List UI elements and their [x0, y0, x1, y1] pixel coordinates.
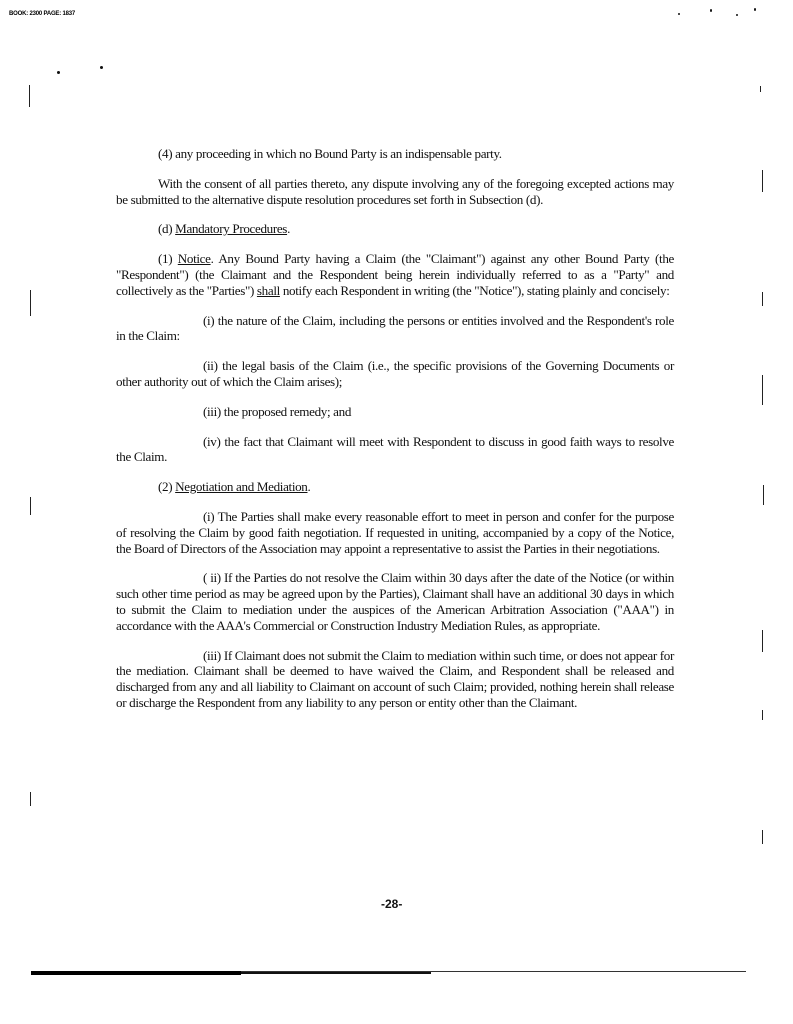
margin-mark	[762, 830, 763, 844]
document-body	[116, 146, 674, 711]
margin-mark	[30, 290, 31, 316]
notice-item-iv: (iv) the fact that Claimant will meet with Respondent to discuss in good faith ways to resolve the Claim.	[116, 433, 674, 465]
consent-paragraph: With the consent of all parties thereto, any dispute involving any of the foregoing excepted actions may be submitted to the alternative dispute resolution procedures set forth in Subsection (d).	[116, 175, 674, 207]
margin-mark	[762, 710, 763, 720]
notice-paragraph	[116, 251, 674, 298]
notice-text-a: . Any Bound Party having a Claim (the "Claimant") against any other Bound Party (the "Respondent") (the Claimant and the Respondent being herein individually referred to as a "Party" and collectively as the "Parties")	[116, 251, 674, 298]
scan-speck	[100, 66, 103, 69]
book-page-reference: BOOK: 2300 PAGE: 1837	[9, 11, 76, 17]
margin-mark	[30, 792, 31, 806]
notice-shall: shall	[256, 282, 280, 298]
negotiation-prefix: (2)	[158, 479, 176, 495]
negotiation-suffix: .	[307, 479, 311, 495]
notice-item-i: (i) the nature of the Claim, including the persons or entities involved and the Respondent's role in the Claim:	[116, 312, 674, 344]
margin-mark	[763, 485, 764, 505]
margin-mark	[762, 292, 763, 306]
margin-mark	[762, 375, 763, 405]
section-d-title: Mandatory Procedures	[175, 221, 288, 237]
negotiation-item-ii: ( ii) If the Parties do not resolve the Claim within 30 days after the date of the Notice (or within such other time period as may be agreed upon by the Parties), Claimant shall have an additional 30 days in which to submit the Claim to mediation under the auspices of the American Arbitration Association ("AAA") in accordance with the AAA's Commercial or Construction Industry Mediation Rules, as appropriate.	[116, 570, 674, 633]
scan-speck	[710, 9, 712, 12]
margin-mark	[30, 497, 31, 515]
page-number: -28-	[381, 897, 403, 911]
margin-mark	[762, 630, 763, 652]
negotiation-item-i: (i) The Parties shall make every reasonable effort to meet in person and confer for the purpose of resolving the Claim by good faith negotiation. If requested in uniting, accompanied by a copy of the Notice, the Board of Directors of the Association may appoint a representative to assist the Parties in their negotiations.	[116, 508, 674, 556]
scan-speck	[678, 13, 680, 15]
section-d-heading	[116, 221, 674, 237]
section-d-prefix: (d)	[158, 221, 176, 237]
negotiation-heading	[116, 479, 674, 495]
margin-mark	[760, 86, 761, 92]
section-d-suffix: .	[287, 221, 290, 237]
margin-mark	[29, 85, 30, 107]
negotiation-item-iii: (iii) If Claimant does not submit the Claim to mediation within such time, or does not appear for the mediation. Claimant shall be deemed to have waived the Claim, and Respondent shall be released and discharged from any and all liability to Claimant on account of such Claim; provided, nothing herein shall release or discharge the Respondent from any liability to any person or entity other than the Claimant.	[116, 647, 674, 710]
notice-item-ii: (ii) the legal basis of the Claim (i.e., the specific provisions of the Governing Documents or other authority out of which the Claim arises);	[116, 358, 674, 389]
notice-title: Notice	[177, 251, 211, 267]
scan-speck	[754, 8, 756, 11]
scan-speck	[736, 14, 738, 16]
notice-prefix: (1)	[158, 251, 178, 267]
item-4: (4) any proceeding in which no Bound Party is an indispensable party.	[158, 146, 502, 161]
notice-text-b: notify each Respondent in writing (the "Notice"), stating plainly and concisely:	[279, 282, 670, 298]
negotiation-title: Negotiation and Mediation	[175, 479, 308, 495]
margin-mark	[762, 170, 763, 192]
bottom-rule-heavy	[31, 971, 241, 975]
notice-item-iii: (iii) the proposed remedy; and	[203, 403, 352, 419]
scan-speck	[57, 71, 60, 74]
